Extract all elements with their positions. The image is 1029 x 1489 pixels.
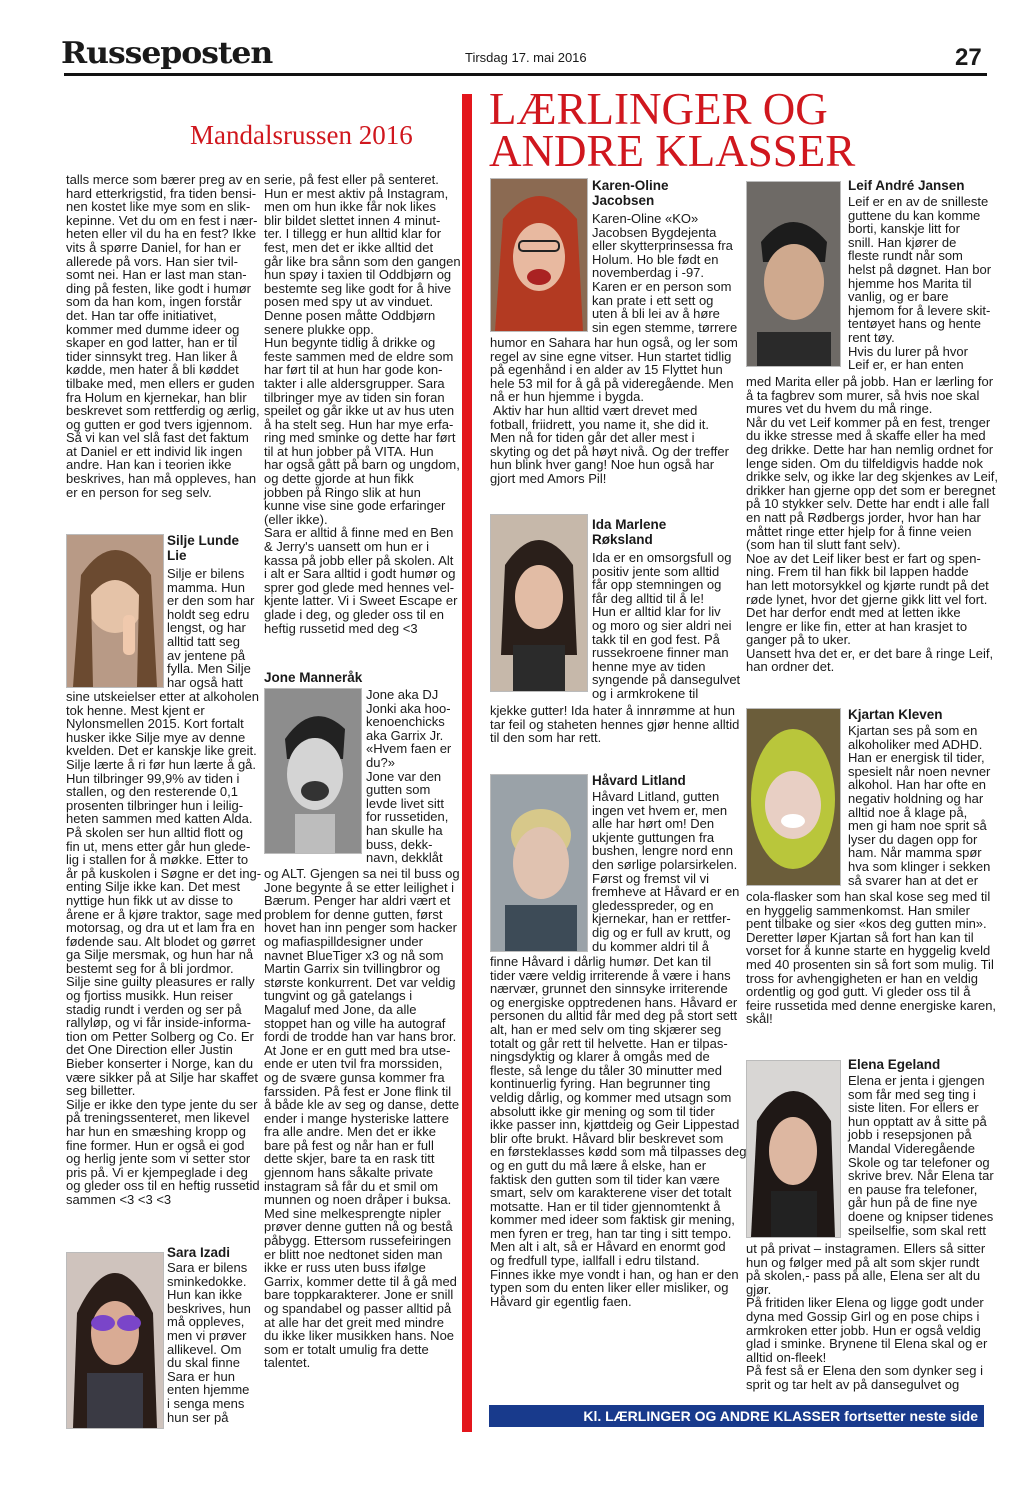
profile-text-kjartan-side: Kjartan ses på som en alkoholiker med ADHD. Han er energisk til tider, spesielt når noen nevner alkohol. Han har ofte en negativ holdning og har alltid noe å klage på, men gi ham noe sprit så lyser du dagen opp for ham. Når mamma spør hva som klinger i sekken så svarer han at det er xyxy=(848,723,991,888)
section-title-mandalsrussen: Mandalsrussen 2016 xyxy=(190,120,413,150)
photo-silje xyxy=(66,534,164,688)
profile-name-ida: Ida Marlene Røksland xyxy=(592,517,667,547)
profile-text-jone: og ALT. Gjengen sa nei til buss og Jone begynte å se etter leilighet i Bærum. Penger har aldri vært et problem for denne gutten, først hovet han inn penger som hacker og mafiaspilldesigner under navnet BlueTiger x3 og nå som Martin Garrix sin tvillingbror og største konkurrent. Det var veldig tungvint og gå gatelangs i Magaluf med Jone, da alle stoppet han og ville ha autograf fordi de trodde han var hans bror. At Jone er en gutt med bra utse- ende er uten tvil fra morssiden, og de svære gunsa kommer fra farssiden. På fest er Jone flink til å både kle av seg og danse, dette ender i mange hysteriske lattere fra alle andre. Men det er ikke bare på fest og når han er full dette skjer, bare ta en rask titt gjennom hans såkalte private instagram så får du et smil om munnen og noen dråper i buksa. Med sine melkesprengte nipler prøver denne gutten nå og bestå påbygg. Ettersom russefeiringen er blitt noe nedtonet siden man ikke er russ uten buss ifølge Garrix, kommer dette til å gå med bare toppkarakterer. Jone er snill og spandabel og passer alltid på at alle har det greit med mindre du ikke liker musikken hans. Noe som er totalt umulig fra dette talentet. xyxy=(264,866,460,1371)
profile-text-silje: sine utskeielser etter at alkoholen tok henne. Mest kjent er Nylonsmellen 2015. Kort fortalt husker ikke Silje mye av denne kvelden. Det er kanskje like greit. Silje lærte å ri før hun lærte å gå. Hun tilbringer 99,9% av tiden i stallen, og den resterende 0,1 prosenten tilbringer hun i leilig- heten sammen med katten Alda. På skolen ser hun alltid flott og fin ut, mens etter går hun glede- lig i stallen for å møkke. Etter to år på kuskolen i Søgne er det ing- enting Silje ikke kan. Det mest nyttige hun fikk ut av disse to årene er å kjøre traktor, sage med motorsag, og dra ut et lam fra en fødende sau. Alt blodet og gørret ga Silje mersmak, og hun har nå bestemt seg for å bli jordmor. Silje sine guilty pleasures er rally og fjortiss musikk. Hun reiser stadig rundt i verden og ser på rallyløp, og vi får inside-informa- tion om Petter Solberg og Co. Er det One Direction eller Justin Bieber konserter i Norge, kan du være sikker på at Silje har skaffet seg billetter. Silje er ikke den type jente du ser på treningssenteret, men likevel har hun en smæshing kropp og fine former. Hun er også ei god og herlig jente som vi setter stor pris på. Vi er kjempeglade i deg og gleder oss til en heftig russetid sammen <3 <3 <3 xyxy=(66,689,262,1207)
profile-text-elena: ut på privat – instagramen. Ellers så sitter hun og følger med på alt som skjer rundt på skolen,- pass på alle, Elena ser alt du gjør. På fritiden liker Elena og ligge godt under dyna med Gossip Girl og en pose chips i armkroken etter jobb. Hun er også veldig glad i sminke. Brynene til Elena skal og er alltid on-fleek! På fest så er Elena den som dynker seg i sprit og tar helt av på dansegulvet og xyxy=(746,1241,988,1392)
header-divider xyxy=(64,73,987,76)
profile-text-silje-side: Silje er bilens mamma. Hun er den som har holdt seg edru lengst, og har alltid tatt seg av jentene på fylla. Men Silje har også hatt xyxy=(167,566,255,690)
photo-jone xyxy=(264,688,362,854)
profile-text-jone-side: Jone aka DJ Jonki aka hoo- kenoenchicks aka Garrix Jr. «Hvem faen er du?» Jone var den gutten som levde livet sitt for russetiden, han skulle ha buss, dekk- navn, dekklåt xyxy=(366,687,452,866)
profile-text-kjartan: cola-flasker som han skal kose seg med til en hyggelig sammenkomst. Han smiler pent tilbake og sier «kos deg gutten min». Deretter løper Kjartan så fort han kan til vorset for å kunne starte en hyggelig kveld med 40 prosenten sin så fort som mulig. Til tross for avhengigheten er han en veldig ordentlig og god gutt. Vi gleder oss til å feire russetida med denne energiske karen, skål! xyxy=(746,889,997,1027)
section-title-laerlinger: LÆRLINGER OG ANDRE KLASSER xyxy=(489,84,856,176)
photo-sara xyxy=(66,1252,164,1429)
masthead-logo: Russeposten xyxy=(60,36,273,71)
profile-name-kjartan: Kjartan Kleven xyxy=(848,707,943,722)
profile-text-karen: humor en Sahara har hun også, og ler som regel av sine egne vitser. Hun startet tidlig på egenhånd i en alder av 15 Flyttet hun hele 53 mil for å gå på videregående. Men nå er hun hjemme i bygda. Aktiv har hun alltid vært drevet med fotball, friidrett, you name it, she did it. Men nå for tiden går det aller mest i skyting og det på høyt nivå. Og der treffer hun blink hver gang! Noe hun også har gjort med Amors Pil! xyxy=(490,335,738,486)
profile-name-havard: Håvard Litland xyxy=(592,773,686,788)
photo-havard xyxy=(490,774,588,952)
photo-karen xyxy=(490,178,588,332)
profile-name-leif: Leif André Jansen xyxy=(848,178,965,193)
profile-name-sara: Sara Izadi xyxy=(167,1245,231,1260)
profile-text-havard-side: Håvard Litland, gutten ingen vet hvem er, men alle har hørt om! Den ukjente guttungen fra bushen, lengre nord enn den sørlige polarsirkelen. Først og fremst vil vi fremheve at Håvard er en gledesspreder, og en kjernekar, han er rettfer- dig og er full av krutt, og du kommer aldri til å xyxy=(592,789,740,954)
section-divider-bar xyxy=(462,94,472,1432)
profile-text-karen-side: Karen-Oline «KO» Jacobsen Bygdejenta eller skytterprinsessa fra Holum. Ho ble født en novemberdag i -97. Karen er en person som kan prate i ett sett og uten å bli lei av å høre sin egen stemme, tørrere xyxy=(592,211,738,335)
continued-banner: Kl. LÆRLINGER OG ANDRE KLASSER fortsetter neste side xyxy=(489,1405,984,1427)
profile-text-ida-side: Ida er en omsorgsfull og positiv jente som alltid får opp stemningen og får deg alltid til å le! Hun er alltid klar for liv og moro og sier aldri nei takk til en god fest. På russekroene finner man henne mye av tiden syngende på dansegulvet og i armkrokene til xyxy=(592,550,741,701)
profile-text-havard: finne Håvard i dårlig humør. Det kan til tider være veldig irriterende å være i hans nærvær, grunnet den sinnsyke irriterende og energiske opptredenen hans. Håvard er personen du alltid får med deg på stort sett alt, han er med selv om ting skjærer seg totalt og går rett til helvette. Han er tilpas- ningsdyktig og klarer å omgås med de fleste, så lenge du tåler 30 minutter med kontinuerlig fyring. Han begrunner ting veldig dårlig, og kommer med utsagn som absolutt ikke gir mening og som til tider ikke passer inn, kjøttdeig og Geir Lippestad blir ofte brukt. Håvard blir beskrevet som en førsteklasses kødd som må tilpasses deg og en gutt du må lære å elske, han er faktisk den gutten som til tider kan være smart, selv om karakterene viser det totalt motsatte. Han er til tider gjennomtenkt å kommer med ideer som faktisk gir mening, men fyren er treg, han tar ting i sitt tempo. Men alt i alt, så er Håvard en enormt god og fredfull type, iallfall i edru tilstand. Finnes ikke mye vondt i han, og han er den typen som du enten liker eller misliker, og Håvard gir egentlig faen. xyxy=(490,954,747,1309)
profile-text-leif-side: Leif er en av de snilleste guttene du kan komme borti, kanskje litt for snill. Han kjører de fleste rundt når som helst på døgnet. Han bor hjemme hos Marita til vanlig, og er bare hjemom for å levere skit- tentøyet hans og hente rent tøy. Hvis du lurer på hvor Leif er, er han enten xyxy=(848,194,992,373)
profile-name-elena: Elena Egeland xyxy=(848,1057,941,1072)
photo-kjartan xyxy=(746,708,841,886)
photo-ida xyxy=(490,514,588,692)
profile-text-sara-side: Sara er bilens sminkedokke. Hun kan ikke beskrives, hun må oppleves, men vi prøver allikevel. Om du skal finne Sara er hun enten hjemme i senga mens hun ser på xyxy=(167,1260,251,1425)
profile-text-ida: kjekke gutter! Ida hater å innrømme at hun tar feil og staheten hennes gjør henne alltid til den som har rett. xyxy=(490,703,740,746)
photo-elena xyxy=(746,1060,841,1238)
profile-text-elena-side: Elena er jenta i gjengen som får med seg ting i siste liten. For ellers er hun opptatt av å sitte på jobb i resepsjonen på Mandal Videregående Skole og tar telefoner og skrive brev. Når Elena tar en pause fra telefoner, går hun på de fine nye doene og knipser tidenes speilselfie, som skal rett xyxy=(848,1073,994,1238)
profile-text-sara: serie, på fest eller på senteret. Hun er mest aktiv på Instagram, men om hun ikke får nok likes blir bildet slettet innen 4 minut- ter. I tillegg er hun alltid klar for fest, men det er ikke alltid det går like bra sånn som den gangen hun spøy i taxien til Oddbjørn og bestemte seg like godt for å hive posen med spy ut av vinduet. Denne posen måtte Oddbjørn senere plukke opp. Hun begynte tidlig å drikke og feste sammen med de eldre som har ført til at hun har gode kon- takter i alle aldersgrupper. Sara tilbringer mye av tiden sin foran speilet og går ikke ut av hus uten å ha stelt seg. Hun har mye erfa- ring med sminke og dette har ført til at hun jobber på VITA. Hun har også gått på barn og ungdom, og dette gjorde at hun fikk jobben på Ringo slik at hun kunne vise sine gode erfaringer (eller ikke). Sara er alltid å finne med en Ben & Jerry's uansett om hun er i kassa på jobb eller på skolen. Alt i alt er Sara alltid i godt humør og sprer god glede med hennes vel- kjente latter. Vi i Sweet Escape er glade i deg, og gleder oss til en heftig russetid med deg <3 xyxy=(264,172,461,636)
issue-date: Tirsdag 17. mai 2016 xyxy=(465,50,587,65)
page-number: 27 xyxy=(955,44,982,71)
profile-text-leif: med Marita eller på jobb. Han er lærling for å ta fagbrev som murer, så hvis noe skal mures vet du hvem du må ringe. Når du vet Leif kommer på en fest, trenger du ikke stresse med å skaffe eller ha med deg drikke. Dette har han nemlig ordnet for lenge siden. Om du tilfeldigvis hadde nok drikke selv, og ikke lar deg skjenkes av Leif, drikker han gjerne opp det som er beregnet på 10 stykker selv. Dette har endt i alle fall en natt på Rødbergs jorder, hvor han har måttet ringe etter hjelp for å finne veien (som han til slutt fant selv). Noe av det Leif liker best er fart og spen- ning. Frem til han fikk bil lappen hadde han lett motorsykkel og kjørte rundt på det røde lynet, hvor det gjerne gikk litt vel fort. Det har derfor endt med at letten ikke lengre er like fin, etter at han krasjet to ganger på to uker. Uansett hva det er, er det bare å ringe Leif, han ordner det. xyxy=(746,374,998,675)
profile-name-jone: Jone Manneråk xyxy=(264,670,363,685)
article-daniel-text: talls merce som bærer preg av en hard etterkrigstid, fra tiden bensi- nen kostet like mye som en slik- kepinne. Vet du om en fest i nær- heten eller vil du ha en fest? Ikke vits å spørre Daniel, for han er allerede på vors. Han sier tvil- somt nei. Han er last man stan- ding på festen, like godt i humør som da han kom, ingen forstår det. Han tar offe initiativet, kommer med dumme ideer og skaper en god latter, han er til tider sinnsykt treg. Han liker å kødde, men hater å bli køddet tilbake med, men ellers er guden fra Holum en kjernekar, han blir beskrevet som rettferdig og ærlig, og gutten er god tvers igjennom. Så vi kan vel slå fast det faktum at Daniel er ett individ lik ingen andre. Han kan i teorien ikke beskrives, han må oppleves, han er en person for seg selv. xyxy=(66,172,261,500)
photo-leif xyxy=(746,181,841,367)
profile-name-silje: Silje Lunde Lie xyxy=(167,533,240,563)
profile-name-karen: Karen-Oline Jacobsen xyxy=(592,178,669,208)
